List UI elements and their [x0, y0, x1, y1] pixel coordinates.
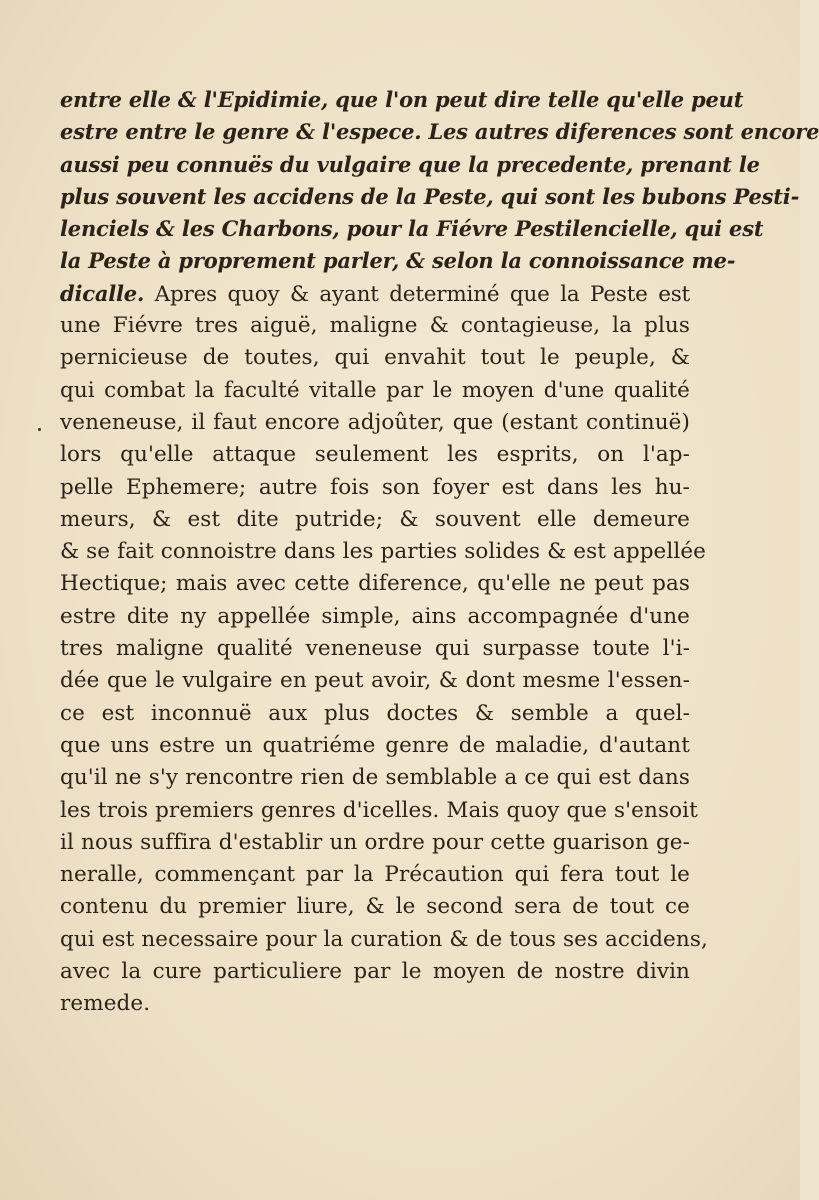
text-line: les trois premiers genres d'icelles. Mais quoy que s'ensoit [60, 797, 698, 823]
text-line: ce est inconnuë aux plus doctes & semble a quel- [60, 700, 690, 726]
margin-mark [38, 428, 41, 431]
text-line-italic: plus souvent les accidens de la Peste, qui sont les bubons Pesti- [60, 183, 800, 209]
text-line: veneneuse, il faut encore adjoûter, que (estant continuë) [60, 409, 690, 435]
text-line-italic: aussi peu connuës du vulgaire que la precedente, prenant le [60, 151, 760, 177]
text-line-mixed [60, 278, 690, 310]
italic-segment: dicalle. [60, 280, 145, 306]
text-line: meurs, & est dite putride; & souvent elle demeure [60, 506, 690, 532]
text-line: pernicieuse de toutes, qui envahit tout le peuple, & [60, 345, 690, 371]
text-line-italic: la Peste à proprement parler, & selon la connoissance me- [60, 248, 736, 274]
text-line: pelle Ephemere; autre fois son foyer est dans les hu- [60, 474, 690, 500]
text-line: dée que le vulgaire en peut avoir, & dont mesme l'essen- [60, 668, 690, 694]
text-line: que uns estre un quatriéme genre de maladie, d'autant [60, 732, 690, 758]
text-line: il nous suffira d'establir un ordre pour cette guarison ge- [60, 829, 690, 855]
body-text [60, 84, 819, 1021]
text-line: & se fait connoistre dans les parties solides & est appellée [60, 539, 706, 565]
text-line-italic: entre elle & l'Epidimie, que l'on peut dire telle qu'elle peut [60, 87, 744, 112]
text-line: qui est necessaire pour la curation & de tous ses accidens, [60, 926, 708, 952]
text-line: qu'il ne s'y rencontre rien de semblable a ce qui est dans [60, 765, 690, 791]
text-line: qui combat la faculté vitalle par le moyen d'une qualité [60, 377, 690, 403]
text-line-italic: lenciels & les Charbons, pour la Fiévre Pestilencielle, qui est [60, 216, 764, 242]
text-line: tres maligne qualité veneneuse qui surpasse toute l'i- [60, 636, 690, 662]
text-line: estre dite ny appellée simple, ains accompagnée d'une [60, 603, 690, 629]
text-line: contenu du premier liure, & le second sera de tout ce [60, 894, 690, 920]
text-line: Hectique; mais avec cette diference, qu'elle ne peut pas [60, 571, 690, 597]
text-line-italic: estre entre le genre & l'espece. Les autres diferences sont encore [60, 119, 819, 145]
text-line: neralle, commençant par la Précaution qui fera tout le [60, 862, 690, 888]
text-line: une Fiévre tres aiguë, maligne & contagieuse, la plus [60, 313, 690, 339]
text-line: avec la cure particuliere par le moyen de nostre divin [60, 959, 690, 985]
text-line: lors qu'elle attaque seulement les esprits, on l'ap- [60, 442, 690, 468]
roman-segment: Apres quoy & ayant determiné que la Peste est [144, 281, 690, 307]
text-line-final: remede. [60, 991, 151, 1017]
